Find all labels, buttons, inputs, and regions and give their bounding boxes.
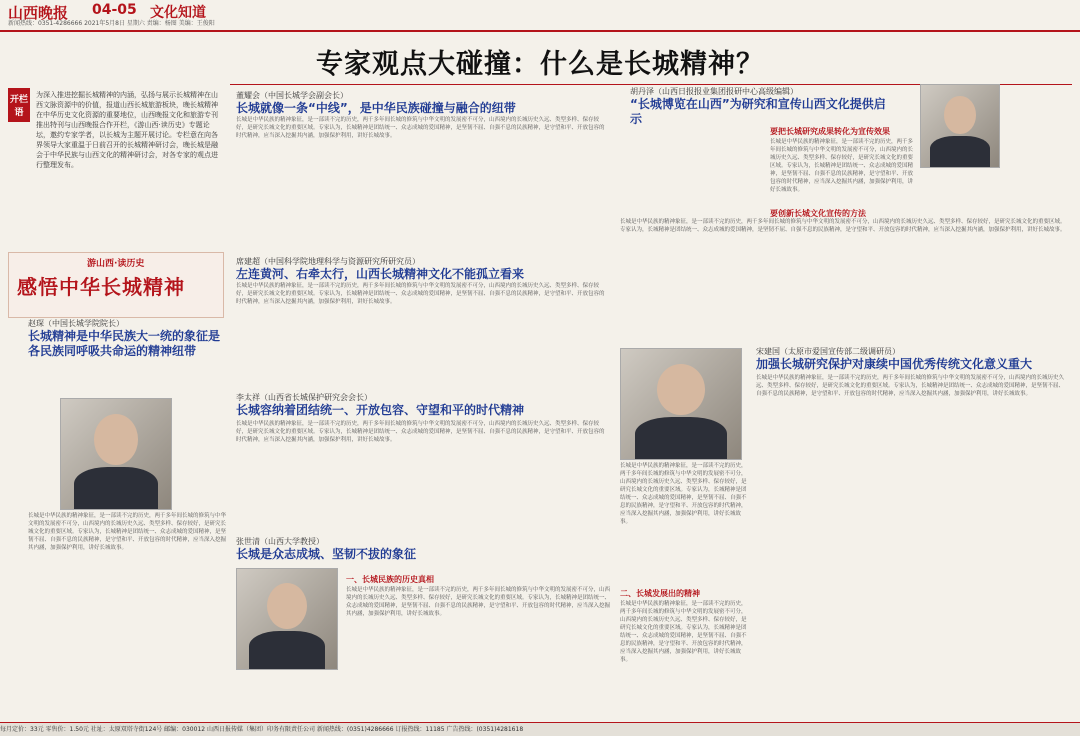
article-body: 长城是中华民族的精神象征，是一部读不完的历史，两千多年间长城的修筑与中华文明的发展密不可分，山西境内的长城历史久远、类型多样、保存较好，是研究长城文化的重要区域。专家认为，长城精神是团结统一、众志成城的爱国精神，是坚韧不屈、自强不息的民族精神，是守望和平、开放包容的时代精神，应当深入挖掘其内涵，加强保护利用，讲好长城故事。 [620,463,747,525]
article-author: 胡丹泽（山西日报报业集团报研中心高级编辑） [630,87,798,96]
article-title: “长城博览在山西”为研究和宣传山西文化提供启示 [630,97,886,126]
subhead: 要创新长城文化宣传的方法 [770,209,866,218]
page-footer: 每月定价：33元 零售价：1.50元 社址：太原双塔寺街124号 邮编：030012 山西日报传媒（集团）印务有限责任公司 新闻热线：(0351)4286666 订报热线：11185 广告热线：(0351)4281618 [0,722,1080,736]
article-body: 长城是中华民族的精神象征，是一部读不完的历史，两千多年间长城的修筑与中华文明的发展密不可分，山西境内的长城历史久远、类型多样、保存较好，是研究长城文化的重要区域。专家认为，长城精神是团结统一、众志成城的爱国精神，是坚韧不屈、自强不息的民族精神，是守望和平、开放包容的时代精神，应当深入挖掘其内涵，加强保护利用，讲好长城故事。 [236,117,605,139]
article-author: 张世清（山西大学教授） [236,537,324,546]
article-body: 长城是中华民族的精神象征，是一部读不完的历史，两千多年间长城的修筑与中华文明的发展密不可分，山西境内的长城历史久远、类型多样、保存较好，是研究长城文化的重要区域。专家认为，长城精神是团结统一、众志成城的爱国精神，是坚韧不屈、自强不息的民族精神，是守望和平、开放包容的时代精神，应当深入挖掘其内涵，加强保护利用，讲好长城故事。 [756,375,1065,397]
article-1 [236,90,606,116]
feature-top-label: 游山西·读历史 [87,259,145,269]
feature-main-label: 感悟中华长城精神 [17,275,185,299]
portrait-photo [620,348,742,460]
subhead: 二、长城发展出的精神 [620,589,700,598]
article-author: 宋建国（太原市爱国宣传部二级调研员） [756,347,900,356]
article-title: 长城精神是中华民族大一统的象征是各民族同呼吸共命运的精神纽带 [28,329,221,358]
article-author: 席建超（中国科学院地理科学与资源研究所研究员） [236,257,420,266]
article-body: 长城是中华民族的精神象征，是一部读不完的历史，两千多年间长城的修筑与中华文明的发展密不可分，山西境内的长城历史久远、类型多样、保存较好，是研究长城文化的重要区域。专家认为，长城精神是团结统一、众志成城的爱国精神，是坚韧不屈、自强不息的民族精神，是守望和平、开放包容的时代精神，应当深入挖掘其内涵，加强保护利用，讲好长城故事。 [620,219,1066,233]
article-author: 赵琛（中国长城学院院长） [28,319,124,328]
article-author: 李太祥（山西省长城保护研究会会长） [236,393,372,402]
article-4 [28,318,228,359]
subhead: 一、长城民族的历史真相 [346,575,434,584]
article-7 [236,536,606,562]
article-body: 长城是中华民族的精神象征，是一部读不完的历史，两千多年间长城的修筑与中华文明的发展密不可分，山西境内的长城历史久远、类型多样、保存较好，是研究长城文化的重要区域。专家认为，长城精神是团结统一、众志成城的爱国精神，是坚韧不屈、自强不息的民族精神，是守望和平、开放包容的时代精神，应当深入挖掘其内涵，加强保护利用，讲好长城故事。 [770,139,914,193]
page-number: 04-05 [92,2,137,18]
article-body: 长城是中华民族的精神象征，是一部读不完的历史，两千多年间长城的修筑与中华文明的发展密不可分，山西境内的长城历史久远、类型多样、保存较好，是研究长城文化的重要区域。专家认为，长城精神是团结统一、众志成城的爱国精神，是坚韧不屈、自强不息的民族精神，是守望和平、开放包容的时代精神，应当深入挖掘其内涵，加强保护利用，讲好长城故事。 [28,513,227,551]
subhead: 要把长城研究成果转化为宣传效果 [770,127,890,136]
lead-text: 为深入推进挖掘长城精神的内涵，弘扬与展示长城精神在山西文脉资源中的价值，报道山西长城旅游板块，晚长城精神在中华历史文化资源的重要地位，山西晚报文化和旅游专刊推出特刊与山西晚报合作开栏，《游山西·读历史》专题论坛，邀约专家学者，以长城为主题开展讨论。专栏意在向各界领导大家重温于日前召开的长城精神研讨会，晚长城是融会于中华民族与山西文化的精神研讨会，对各专家的观点进行整理发布。 [36,91,218,169]
masthead-meta: 新闻热线：0351-4286666 2021年5月8日 星期六 责编：杨图 美编：王俊阳 [8,20,215,27]
feature-banner [8,252,224,318]
masthead [0,0,1080,32]
article-body: 长城是中华民族的精神象征，是一部读不完的历史，两千多年间长城的修筑与中华文明的发展密不可分，山西境内的长城历史久远、类型多样、保存较好，是研究长城文化的重要区域。专家认为，长城精神是团结统一、众志成城的爱国精神，是坚韧不屈、自强不息的民族精神，是守望和平、开放包容的时代精神，应当深入挖掘其内涵，加强保护利用，讲好长城故事。 [236,283,605,305]
article-author: 董耀会（中国长城学会副会长） [236,91,348,100]
lead-tag: 开栏语 [8,88,30,122]
article-title: 长城是众志成城、坚韧不拔的象征 [236,547,417,561]
portrait-photo [920,84,1000,168]
article-title: 长城就像一条“中线”，是中华民族碰撞与融合的纽带 [236,101,516,115]
section-name: 文化知道 [150,5,206,21]
article-title: 左连黄河、右牵太行，山西长城精神文化不能孤立看来 [236,267,525,281]
article-3 [236,256,606,282]
subhead-block [346,574,466,585]
article-body: 长城是中华民族的精神象征，是一部读不完的历史，两千多年间长城的修筑与中华文明的发展密不可分，山西境内的长城历史久远、类型多样、保存较好，是研究长城文化的重要区域。专家认为，长城精神是团结统一、众志成城的爱国精神，是坚韧不屈、自强不息的民族精神，是守望和平、开放包容的时代精神，应当深入挖掘其内涵，加强保护利用，讲好长城故事。 [620,601,747,663]
article-6 [756,346,1056,372]
article-title: 加强长城研究保护对康续中国优秀传统文化意义重大 [756,357,1033,371]
article-5 [236,392,606,418]
article-title: 长城容纳着团结统一、开放包容、守望和平的时代精神 [236,403,525,417]
subhead-block [770,126,920,137]
article-body: 长城是中华民族的精神象征，是一部读不完的历史，两千多年间长城的修筑与中华文明的发展密不可分，山西境内的长城历史久远、类型多样、保存较好，是研究长城文化的重要区域。专家认为，长城精神是团结统一、众志成城的爱国精神，是坚韧不屈、自强不息的民族精神，是守望和平、开放包容的时代精神，应当深入挖掘其内涵，加强保护利用，讲好长城故事。 [346,587,610,617]
newspaper-logo: 山西晚报 [8,4,69,22]
article-2 [630,86,890,127]
portrait-photo [236,568,338,670]
article-body: 长城是中华民族的精神象征，是一部读不完的历史，两千多年间长城的修筑与中华文明的发展密不可分，山西境内的长城历史久远、类型多样、保存较好，是研究长城文化的重要区域。专家认为，长城精神是团结统一、众志成城的爱国精神，是坚韧不屈、自强不息的民族精神，是守望和平、开放包容的时代精神，应当深入挖掘其内涵，加强保护利用，讲好长城故事。 [236,421,605,443]
portrait-photo [60,398,172,510]
page-headline: 专家观点大碰撞：什么是长城精神？ [316,49,764,80]
subhead-block [620,588,750,599]
